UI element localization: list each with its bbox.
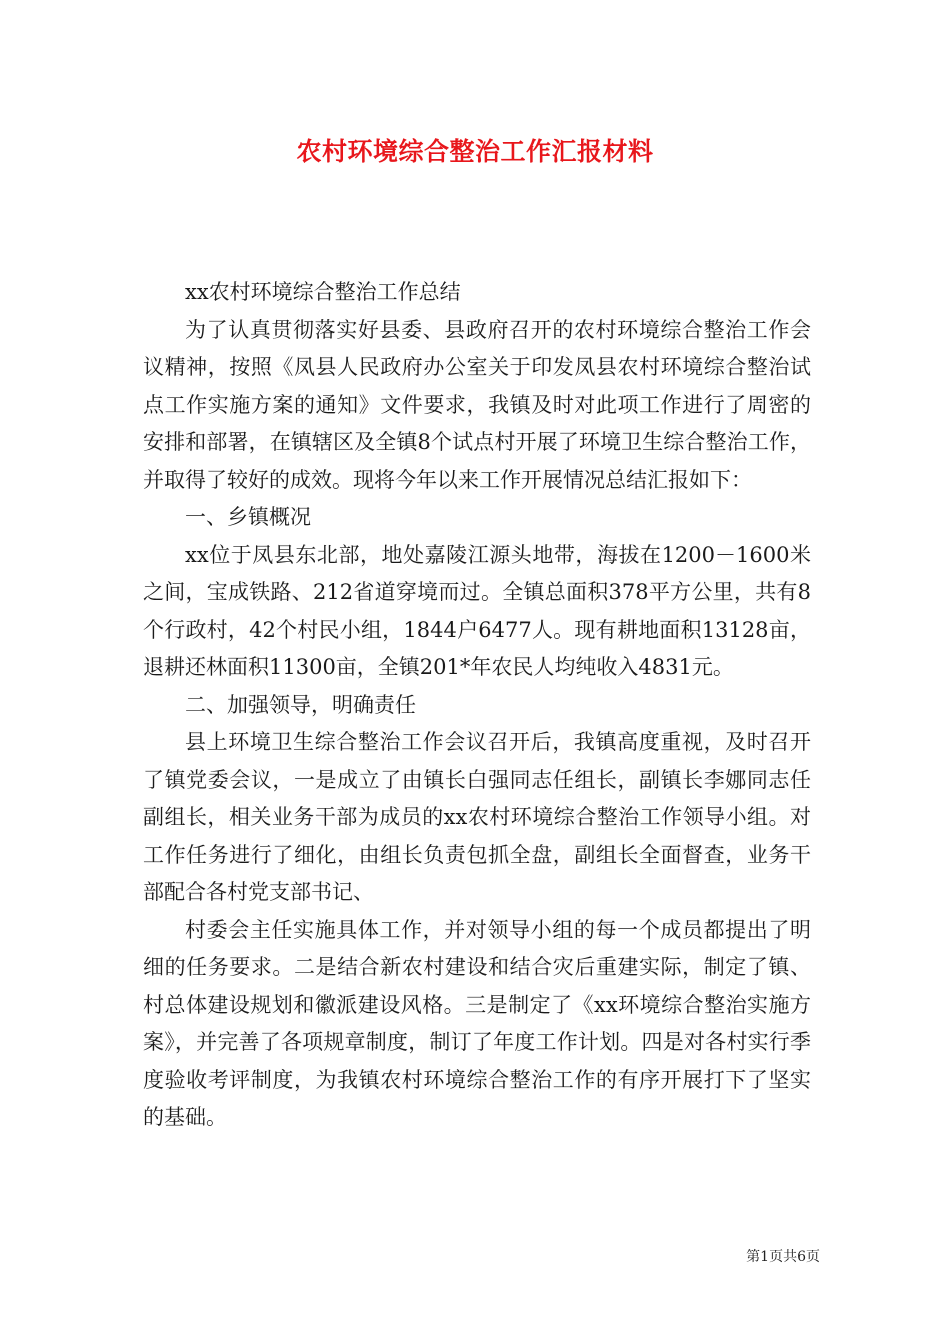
paragraph-overview: xx位于凤县东北部，地处嘉陵江源头地带，海拔在1200－1600米之间，宝成铁路、212省道穿境而过。全镇总面积378平方公里，共有8个行政村，42个村民小组，1844户6477人。现有耕地面积13128亩，退耕还林面积11300亩，全镇201*年农民人均纯收入4831元。 bbox=[143, 542, 811, 679]
page-number: 第1页共6页 bbox=[746, 1249, 820, 1265]
paragraph-leadership-2: 村委会主任实施具体工作，并对领导小组的每一个成员都提出了明细的任务要求。二是结合新农村建设和结合灾后重建实际，制定了镇、村总体建设规划和徽派建设风格。三是制定了《xx环境综合整治实施方案》，并完善了各项规章制度，制订了年度工作计划。四是对各村实行季度验收考评制度，为我镇农村环境综合整治工作的有序开展打下了坚实的基础。 bbox=[143, 917, 811, 1129]
paragraph-leadership-1: 县上环境卫生综合整治工作会议召开后，我镇高度重视，及时召开了镇党委会议，一是成立了由镇长白强同志任组长，副镇长李娜同志任副组长，相关业务干部为成员的xx农村环境综合整治工作领导小组。对工作任务进行了细化，由组长负责包抓全盘，副组长全面督查，业务干部配合各村党支部书记、 bbox=[143, 730, 811, 904]
section-heading-overview: 一、乡镇概况 bbox=[185, 505, 311, 529]
paragraph-summary-heading: xx农村环境综合整治工作总结 bbox=[185, 280, 461, 304]
document-body bbox=[143, 274, 811, 1137]
section-heading-leadership: 二、加强领导，明确责任 bbox=[185, 692, 416, 717]
paragraph-intro: 为了认真贯彻落实好县委、县政府召开的农村环境综合整治工作会议精神，按照《凤县人民政府办公室关于印发凤县农村环境综合整治试点工作实施方案的通知》文件要求，我镇及时对此项工作进行了周密的安排和部署，在镇辖区及全镇8个试点村开展了环境卫生综合整治工作，并取得了较好的成效。现将今年以来工作开展情况总结汇报如下： bbox=[143, 317, 811, 492]
document-title: 农村环境综合整治工作汇报材料 bbox=[296, 137, 654, 166]
